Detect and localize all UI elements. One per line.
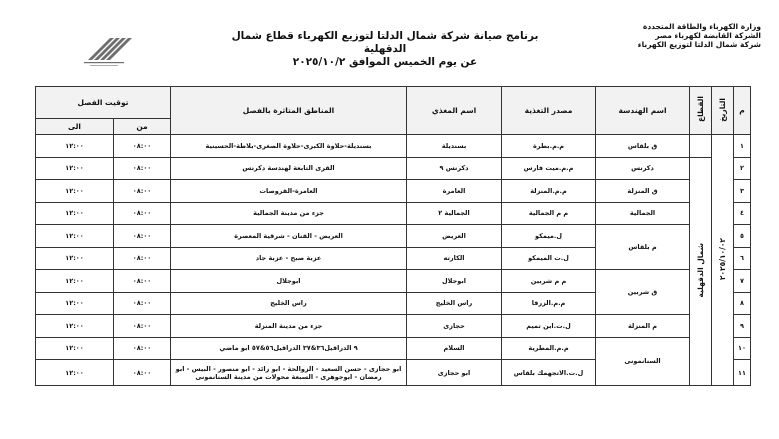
row-areas: العامرة-القروصات <box>171 180 407 203</box>
row-from: ٠٨:٠٠ <box>114 180 171 203</box>
row-to: ١٢:٠٠ <box>36 180 114 203</box>
col-date-label: التاريخ <box>717 97 727 122</box>
ministry-line-2: الشركة القابضة لكهرباء مصر <box>655 31 761 40</box>
row-source: م.م.بطرة <box>502 135 596 158</box>
col-sector <box>690 87 712 135</box>
row-source: م م شربين <box>502 270 596 293</box>
row-source: م.م.الزرقا <box>502 292 596 315</box>
row-eng: ق المنزلة <box>596 180 690 203</box>
col-source: مصدر التغذية <box>502 87 596 135</box>
row-to: ١٢:٠٠ <box>36 360 114 386</box>
merged-sector-cell <box>690 157 712 386</box>
row-eng: دكرنس <box>596 157 690 180</box>
row-from: ٠٨:٠٠ <box>114 247 171 270</box>
table-row <box>36 225 751 248</box>
row-num: ١٠ <box>734 337 751 360</box>
row-from: ٠٨:٠٠ <box>114 270 171 293</box>
row-from: ٠٨:٠٠ <box>114 202 171 225</box>
row-from: ٠٨:٠٠ <box>114 315 171 338</box>
merged-date-cell <box>712 135 734 386</box>
merged-sector: شمال الدقهلية <box>695 242 705 298</box>
table-row <box>36 337 751 360</box>
row-feeder: حجازى <box>407 315 502 338</box>
row-feeder: السلام <box>407 337 502 360</box>
row-areas: جزء من مدينة الجمالية <box>171 202 407 225</box>
row-areas: راس الخليج <box>171 292 407 315</box>
row-areas: عزبة صبح - عزبة جاد <box>171 247 407 270</box>
col-date <box>712 87 734 135</box>
table-row <box>36 135 751 158</box>
title-line-2: عن يوم الخميس الموافق ٢٠٢٥/١٠/٢ <box>292 56 478 68</box>
row-feeder: الكارته <box>407 247 502 270</box>
col-time: توقيت الفصل <box>36 87 171 119</box>
row-feeder: العامرة <box>407 180 502 203</box>
table-row <box>36 157 751 180</box>
table-row <box>36 180 751 203</box>
row-from: ٠٨:٠٠ <box>114 135 171 158</box>
row-from: ٠٨:٠٠ <box>114 292 171 315</box>
sector-cell <box>690 135 712 158</box>
row-to: ١٢:٠٠ <box>36 225 114 248</box>
row-num: ٢ <box>734 157 751 180</box>
row-feeder: ابوجلال <box>407 270 502 293</box>
row-from: ٠٨:٠٠ <box>114 360 171 386</box>
eng-merged-sherbin: ق شربين <box>596 270 690 315</box>
row-source: ل.ت الميمكو <box>502 247 596 270</box>
company-logo-icon <box>72 34 136 68</box>
col-feeder: اسم المغذي <box>407 87 502 135</box>
row-source: ل.ت.الاتجهمك بلقاس <box>502 360 596 386</box>
row-eng: الجمالية <box>596 202 690 225</box>
row-feeder: الجمالية ٢ <box>407 202 502 225</box>
row-num: ٦ <box>734 247 751 270</box>
row-areas: جزء من مدينة المنزلة <box>171 315 407 338</box>
col-sector-label: القطاع <box>695 96 705 123</box>
row-source: ل.ميمكو <box>502 225 596 248</box>
row-to: ١٢:٠٠ <box>36 135 114 158</box>
ministry-line-1: وزارة الكهرباء والطاقة المتجددة <box>642 22 761 31</box>
col-to: الى <box>36 119 114 135</box>
col-engineering: اسم الهندسة <box>596 87 690 135</box>
row-to: ١٢:٠٠ <box>36 292 114 315</box>
row-from: ٠٨:٠٠ <box>114 225 171 248</box>
row-num: ٤ <box>734 202 751 225</box>
row-to: ١٢:٠٠ <box>36 247 114 270</box>
row-areas: ابوجلال <box>171 270 407 293</box>
row-feeder: راس الخليج <box>407 292 502 315</box>
eng-merged-belqas: م بلقاس <box>596 225 690 270</box>
ministry-header <box>571 22 761 49</box>
row-source: ل.ت.ابن تميم <box>502 315 596 338</box>
row-num: ١ <box>734 135 751 158</box>
row-num: ٩ <box>734 315 751 338</box>
row-source: م.م.ميت فارس <box>502 157 596 180</box>
row-from: ٠٨:٠٠ <box>114 337 171 360</box>
row-to: ١٢:٠٠ <box>36 157 114 180</box>
row-num: ١١ <box>734 360 751 386</box>
table-row <box>36 315 751 338</box>
document-title <box>215 30 555 69</box>
row-source: م.م.المنزلة <box>502 180 596 203</box>
title-line-1: برنامج صيانة شركة شمال الدلتا لتوزيع الكهرباء قطاع شمال الدقهلية <box>231 30 539 55</box>
row-feeder: دكرنس ٩ <box>407 157 502 180</box>
row-areas: القرى التابعة لهندسة دكرنس <box>171 157 407 180</box>
row-to: ١٢:٠٠ <box>36 337 114 360</box>
eng-merged-senamony: السنانمونى <box>596 337 690 386</box>
col-number: م <box>734 87 751 135</box>
table-row <box>36 202 751 225</box>
row-from: ٠٨:٠٠ <box>114 157 171 180</box>
row-areas: ٩ الدراقيل٣٦&٣٧ الدراقيل٥٦&٥٧ ابو ماضي <box>171 337 407 360</box>
maintenance-schedule-table <box>35 86 751 386</box>
row-feeder: بسنديلة <box>407 135 502 158</box>
row-num: ٣ <box>734 180 751 203</box>
col-areas: المناطق المتاثرة بالفصل <box>171 87 407 135</box>
row-eng: ق بلقاس <box>596 135 690 158</box>
col-from: من <box>114 119 171 135</box>
ministry-line-3: شركة شمال الدلتا لتوزيع الكهرباء <box>637 40 761 49</box>
table-row <box>36 270 751 293</box>
row-source: م.م.المطرية <box>502 337 596 360</box>
row-areas: بسنديلة-حلاوة الكبرى-حلاوة الصغرى-بلاطة-الحسينية <box>171 135 407 158</box>
row-to: ١٢:٠٠ <box>36 270 114 293</box>
row-areas: العريض - القنان - شرقية المعصرة <box>171 225 407 248</box>
row-eng: م المنزلة <box>596 315 690 338</box>
row-feeder: ابو حجازى <box>407 360 502 386</box>
row-num: ٧ <box>734 270 751 293</box>
row-to: ١٢:٠٠ <box>36 315 114 338</box>
row-source: م م الجمالية <box>502 202 596 225</box>
row-num: ٨ <box>734 292 751 315</box>
row-to: ١٢:٠٠ <box>36 202 114 225</box>
merged-date: ٢٠٢٥/١٠/٠٢ <box>717 237 727 281</box>
row-areas: ابو حجازى - حسن السعيد - الزوالحة - ابو زائد - ابو منصور - البيس - ابو رمضان - ابوجوهرى - السبعة محولات من مدينة السنانمونى <box>171 360 407 386</box>
row-num: ٥ <box>734 225 751 248</box>
row-feeder: العريض <box>407 225 502 248</box>
